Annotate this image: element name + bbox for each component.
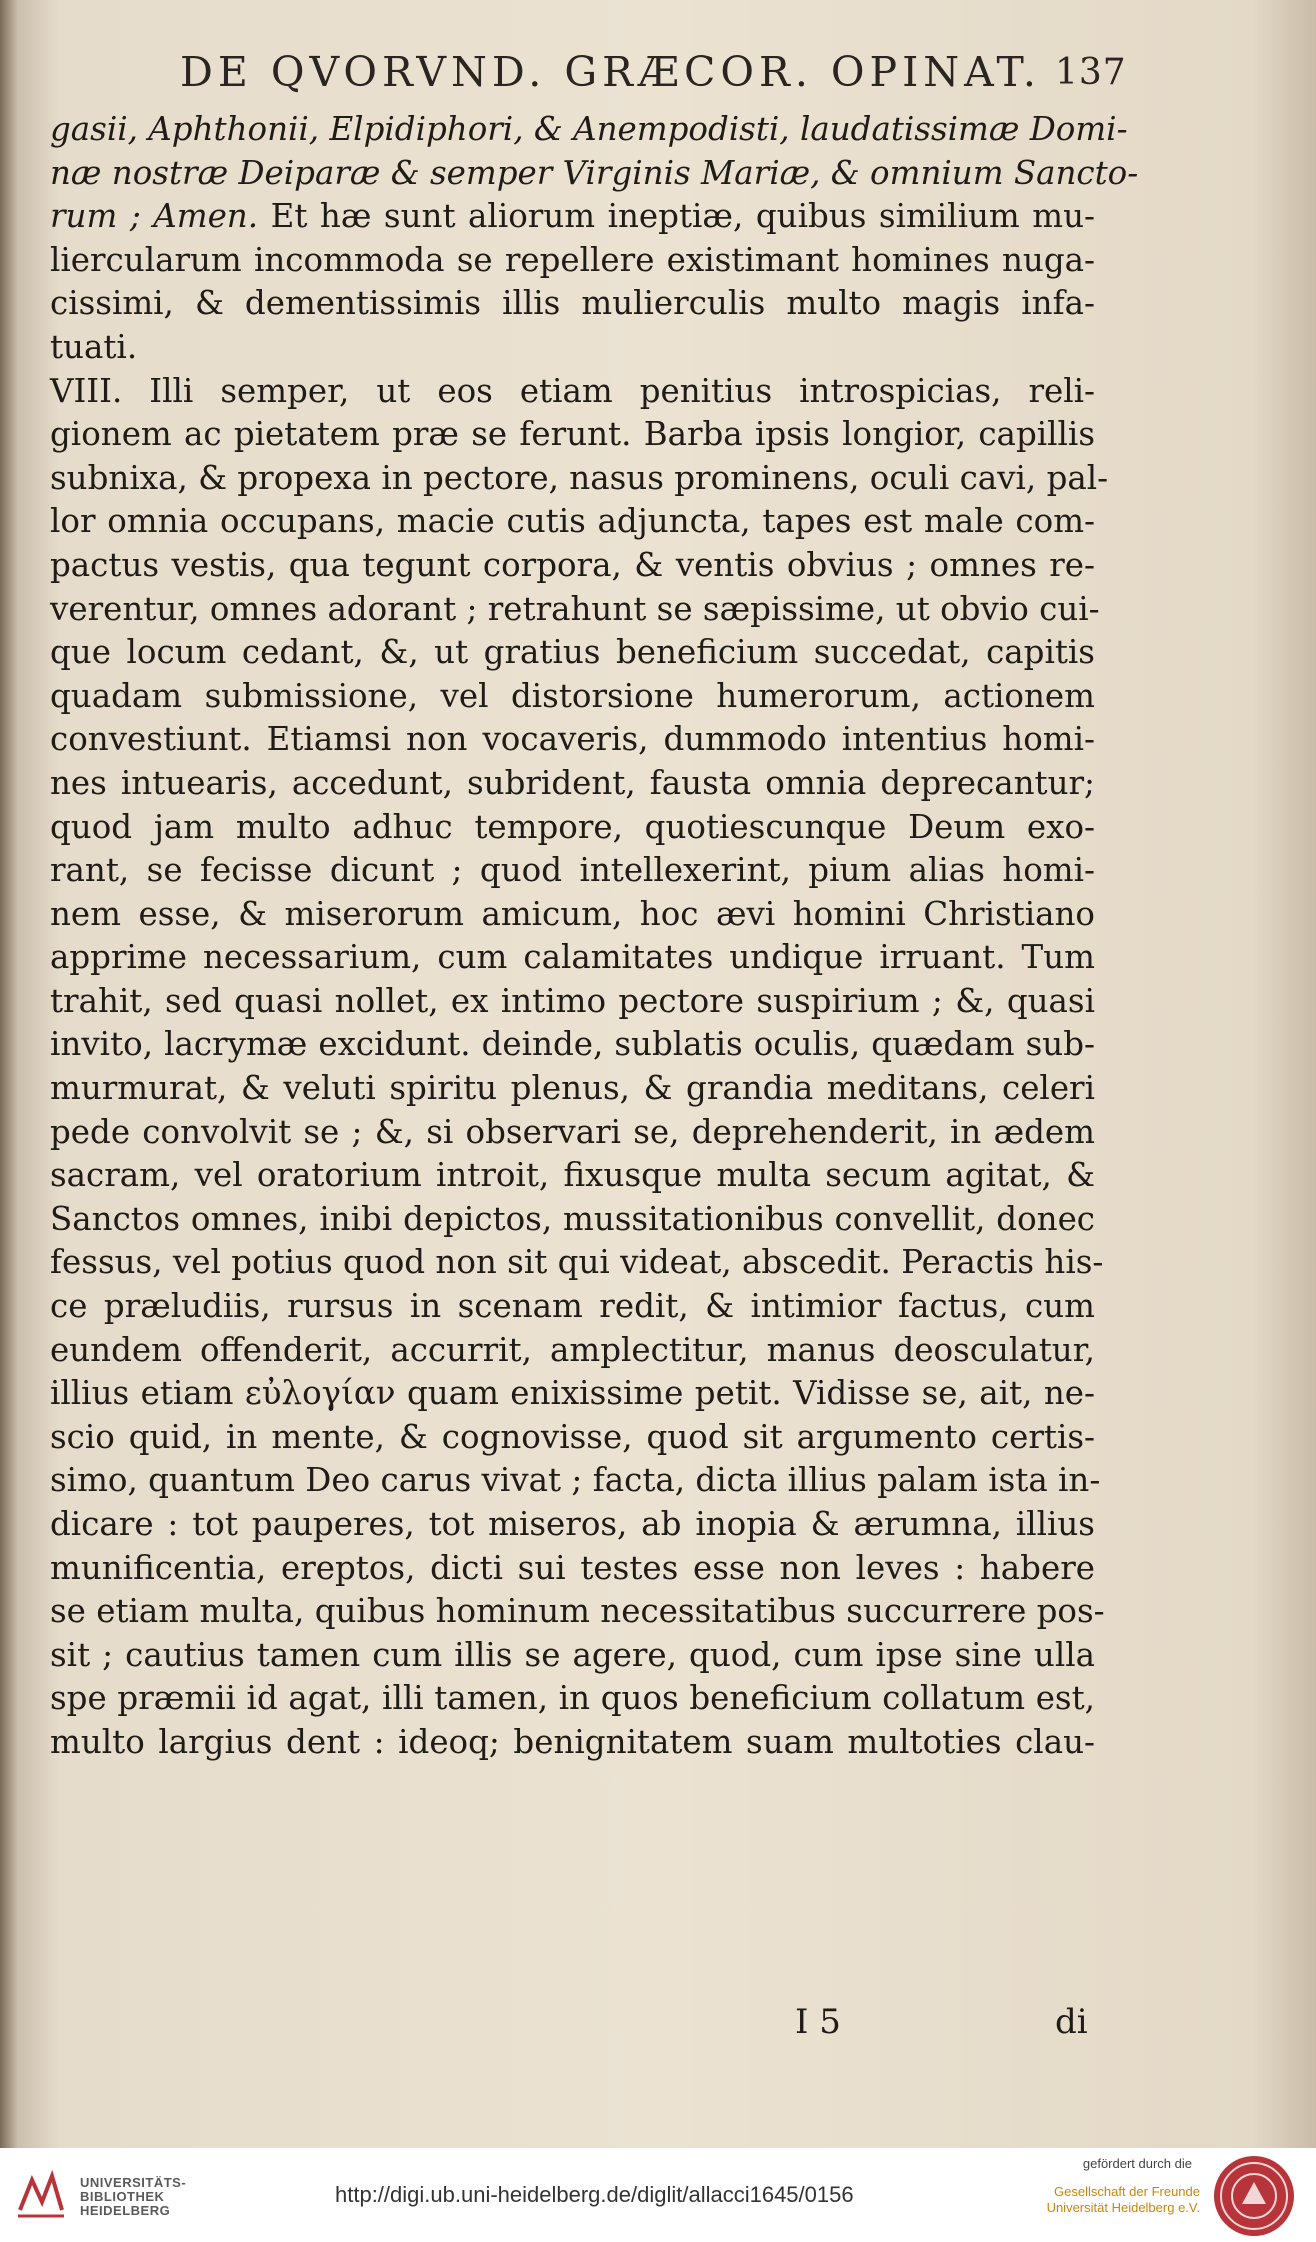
text-line: lor omnia occupans, macie cutis adjuncta, tapes est male com- — [50, 502, 1095, 541]
text-line: tuati. — [50, 327, 138, 366]
sponsor-org-line: Gesellschaft der Freunde — [1054, 2184, 1200, 2199]
text-line: ce præludiis, rursus in scenam redit, & intimior factus, cum — [50, 1287, 1095, 1326]
library-name-line: UNIVERSITÄTS- — [80, 2175, 187, 2190]
text-line: spe præmii id agat, illi tamen, in quos beneficium collatum est, — [50, 1679, 1095, 1718]
text-line: scio quid, in mente, & cognovisse, quod sit argumento certis- — [50, 1417, 1095, 1456]
text-line: nem esse, & miserorum amicum, hoc ævi homini Christiano — [50, 894, 1095, 933]
text-line: se etiam multa, quibus hominum necessitatibus succurrere pos- — [50, 1592, 1105, 1631]
text-line: Sanctos omnes, inibi depictos, mussitationibus convellit, donec — [50, 1199, 1095, 1238]
text-line: convestiunt. Etiamsi non vocaveris, dummodo intentius homi- — [50, 720, 1095, 759]
library-logo-icon — [12, 2166, 70, 2224]
text-line: multo largius dent : ideoq; benignitatem suam multoties clau- — [50, 1722, 1095, 1761]
text-line: illius etiam εὐλογίαν quam enixissime petit. Vidisse se, ait, ne- — [50, 1374, 1095, 1413]
signature-mark: I 5 — [795, 2002, 841, 2042]
text-line: fessus, vel potius quod non sit qui videat, abscedit. Peractis his- — [50, 1243, 1104, 1282]
catchword: di — [1055, 2002, 1088, 2042]
text-line: invito, lacrymæ excidunt. deinde, sublatis oculis, quædam sub- — [50, 1025, 1095, 1064]
sponsor-block — [1000, 2156, 1200, 2216]
text-line: subnixa, & propexa in pectore, nasus prominens, oculi cavi, pal- — [50, 458, 1109, 497]
text-line: rant, se fecisse dicunt ; quod intellexerint, pium alias homi- — [50, 851, 1095, 890]
text-line: simo, quantum Deo carus vivat ; facta, dicta illius palam ista in- — [50, 1461, 1101, 1500]
text-line: liercularum incommoda se repellere existimant homines nuga- — [50, 240, 1095, 279]
text-line: gasii, Aphthonii, Elpidiphori, & Anempodisti, laudatissimæ Domi- — [50, 110, 1128, 148]
italic-segment: rum ; Amen. — [50, 197, 259, 236]
sponsor-label: gefördert durch die — [1082, 2156, 1192, 2171]
text-line: pactus vestis, qua tegunt corpora, & ventis obvius ; omnes re- — [50, 545, 1095, 584]
library-name-line: BIBLIOTHEK — [80, 2189, 165, 2204]
text-line: eundem offenderit, accurrit, amplectitur, manus deosculatur, — [50, 1330, 1095, 1369]
running-head-title: DE QVORVND. GRÆCOR. OPINAT. — [180, 48, 1041, 96]
text-line: verentur, omnes adorant ; retrahunt se sæpissime, ut obvio cui- — [50, 589, 1100, 628]
text-line: murmurat, & veluti spiritu plenus, & grandia meditans, celeri — [50, 1069, 1095, 1108]
digitization-banner — [0, 2148, 1316, 2242]
text-line: pede convolvit se ; &, si observari se, deprehenderit, in ædem — [50, 1112, 1095, 1151]
library-name — [80, 2176, 186, 2218]
text-line: munificentia, ereptos, dicti sui testes esse non leves : habere — [50, 1548, 1095, 1587]
text-line: trahit, sed quasi nollet, ex intimo pectore suspirium ; &, quasi — [50, 981, 1095, 1020]
permalink-url[interactable]: http://digi.ub.uni-heidelberg.de/diglit/allacci1645/0156 — [335, 2182, 854, 2207]
text-line: sacram, vel oratorium introit, fixusque multa secum agitat, & — [50, 1156, 1095, 1195]
text-line: que locum cedant, &, ut gratius beneficium succedat, capitis — [50, 633, 1095, 672]
text-line: quadam submissione, vel distorsione humerorum, actionem — [50, 676, 1095, 715]
body-text — [50, 108, 1139, 1765]
roman-segment: Et hæ sunt aliorum ineptiæ, quibus similium mu- — [270, 197, 1095, 236]
text-line: quod jam multo adhuc tempore, quotiescunque Deum exo- — [50, 807, 1095, 846]
text-line: næ nostræ Deiparæ & semper Virginis Mariæ, & omnium Sancto- — [50, 153, 1139, 192]
text-line: VIII. Illi semper, ut eos etiam penitius introspicias, reli- — [50, 371, 1095, 410]
library-name-line: HEIDELBERG — [80, 2203, 171, 2218]
page-number: 137 — [1055, 52, 1127, 93]
text-line — [50, 195, 1095, 239]
text-line: sit ; cautius tamen cum illis se agere, quod, cum ipse sine ulla — [50, 1635, 1095, 1674]
running-head — [180, 48, 1127, 108]
university-seal-icon — [1212, 2154, 1296, 2238]
text-line: gionem ac pietatem præ se ferunt. Barba ipsis longior, capillis — [50, 415, 1095, 454]
text-line: dicare : tot pauperes, tot miseros, ab inopia & ærumna, illius — [50, 1505, 1095, 1543]
text-line: nes intuearis, accedunt, subrident, fausta omnia deprecantur; — [50, 763, 1095, 802]
text-line: cissimi, & dementissimis illis mulierculis multo magis infa- — [50, 284, 1095, 323]
sponsor-org-line: Universität Heidelberg e.V. — [1046, 2200, 1200, 2215]
text-line: apprime necessarium, cum calamitates undique irruant. Tum — [50, 938, 1095, 977]
